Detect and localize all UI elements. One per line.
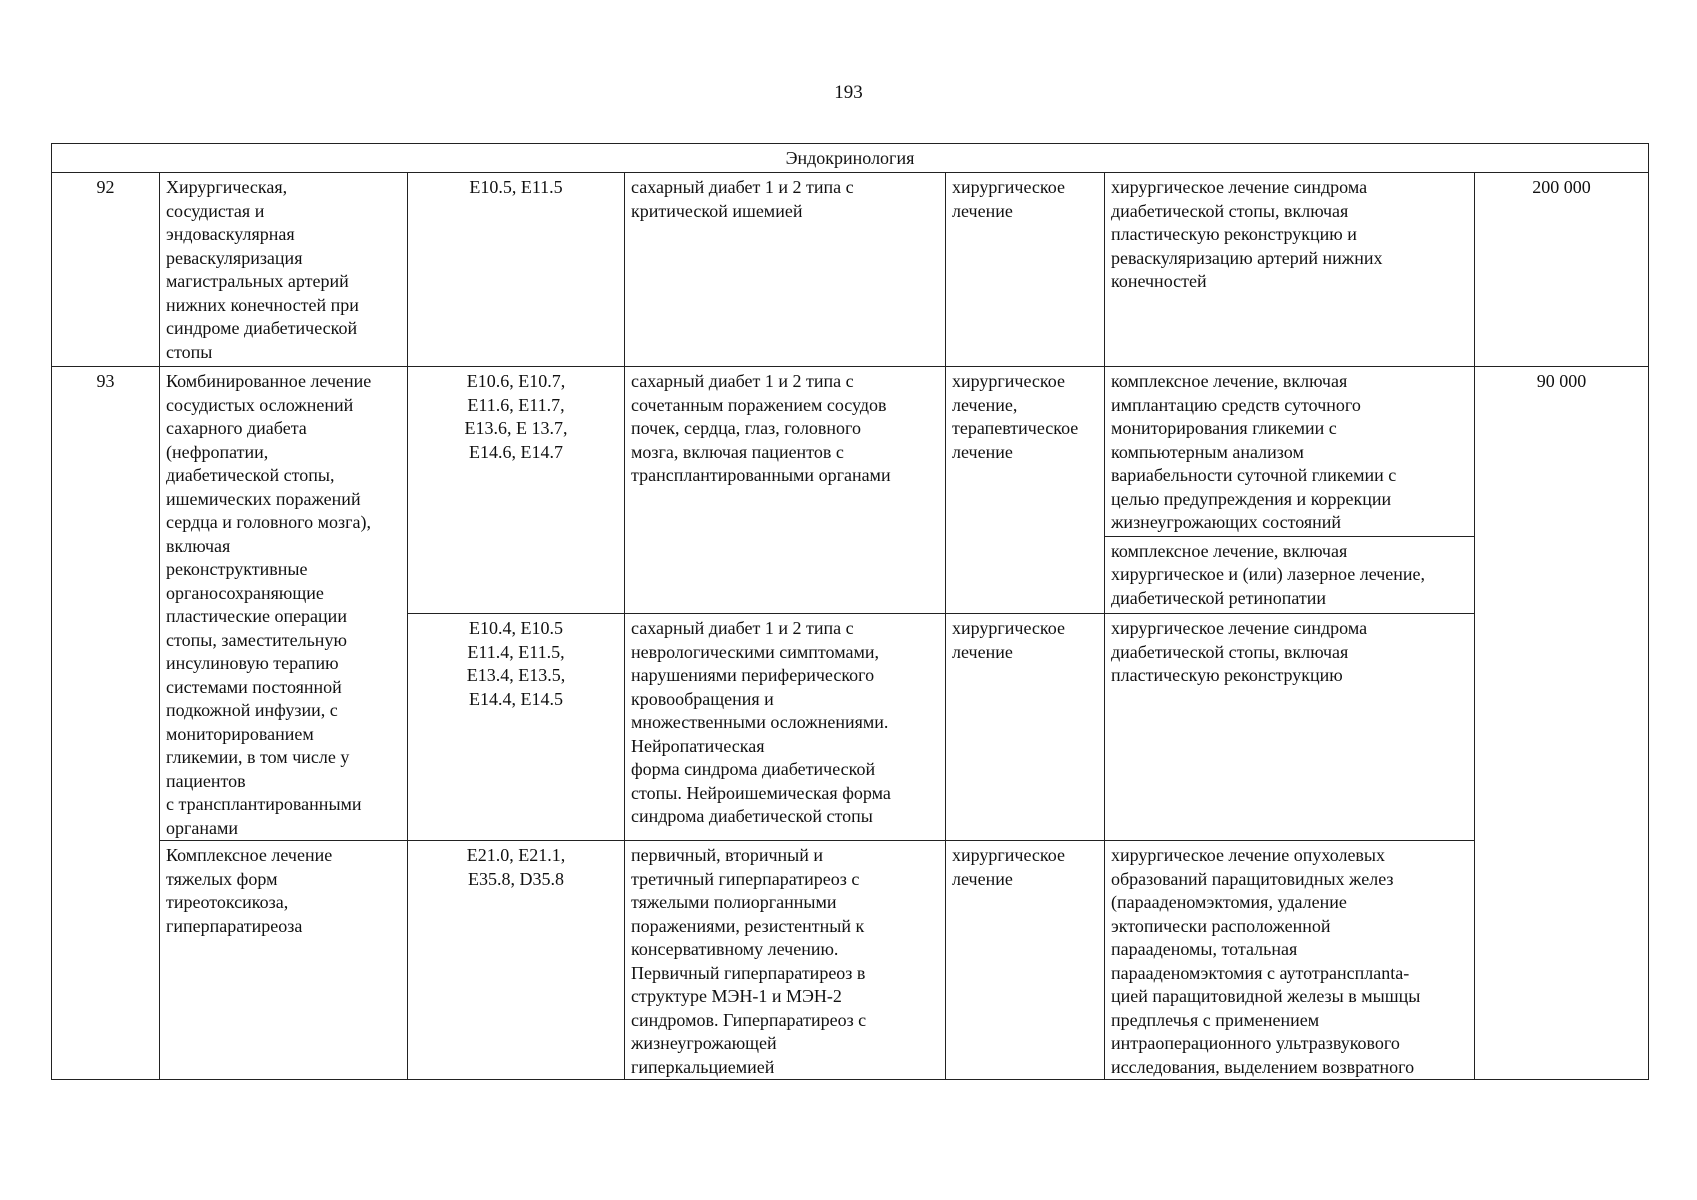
table-subrow (52, 841, 1649, 1080)
patient-model-cell: первичный, вторичный и третичный гиперпаратиреоз с тяжелыми полиорганными поражениями, резистентный к консервативному лечению. Первичный гиперпаратиреоз в структуре МЭН-1 и МЭН-2 синдромов. Гиперпаратиреоз с жизнеугрожающей гиперкальциемией (625, 841, 946, 1080)
section-header-row (52, 144, 1649, 173)
treatment-type-cell: хирургическое лечение (946, 173, 1105, 367)
procedure-name-cell: Комбинированное лечение сосудистых осложнений сахарного диабета (нефропатии, диабетической стопы, ишемических поражений сердца и головного мозга), включая реконструктивные органосохраняющие пластические операции стопы, заместительную инсулиновую терапию системами постоянной подкожной инфузии, с мониторированием гликемии, в том числе у пациентов с трансплантированными органами (160, 367, 408, 841)
treatment-type-cell: хирургическое лечение (946, 614, 1105, 841)
table-row-93 (52, 367, 1649, 537)
section-title: Эндокринология (52, 144, 1649, 173)
icd-codes-cell: E10.6, E10.7, E11.6, E11.7, E13.6, E 13.7, E14.6, E14.7 (408, 367, 625, 614)
treatment-method-cell: комплексное лечение, включая имплантацию средств суточного мониторирования гликемии с компьютерным анализом вариабельности суточной гликемии с целью предупреждения и коррекции жизнеугрожающих состояний (1105, 367, 1475, 537)
treatment-method-cell: комплексное лечение, включая хирургическое и (или) лазерное лечение, диабетической ретинопатии (1105, 536, 1475, 614)
icd-codes-cell: E10.5, E11.5 (408, 173, 625, 367)
table-row-92 (52, 173, 1649, 367)
row-number: 92 (52, 173, 160, 367)
treatment-method-cell: хирургическое лечение синдрома диабетической стопы, включая пластическую реконструкцию и реваскуляризацию артерий нижних конечностей (1105, 173, 1475, 367)
page-number: 193 (834, 82, 863, 103)
patient-model-cell: сахарный диабет 1 и 2 типа с неврологическими симптомами, нарушениями периферического кровообращения и множественными осложнениями. Нейропатическая форма синдрома диабетической стопы. Нейроишемическая форма синдрома диабетической стопы (625, 614, 946, 841)
patient-model-cell: сахарный диабет 1 и 2 типа с критической ишемией (625, 173, 946, 367)
procedure-name-cell: Хирургическая, сосудистая и эндоваскулярная реваскуляризация магистральных артерий нижних конечностей при синдроме диабетической стопы (160, 173, 408, 367)
row-number: 93 (52, 367, 160, 1080)
icd-codes-cell: E21.0, E21.1, E35.8, D35.8 (408, 841, 625, 1080)
procedure-name-cell: Комплексное лечение тяжелых форм тиреотоксикоза, гиперпаратиреоза (160, 841, 408, 1080)
icd-codes-cell: E10.4, E10.5 E11.4, E11.5, E13.4, E13.5, E14.4, E14.5 (408, 614, 625, 841)
treatment-method-cell: хирургическое лечение опухолевых образований паращитовидных желез (парааденомэктомия, удаление эктопически расположенной парааденомы, тотальная парааденомэктомия с аутотрансплanta- цией паращитовидной железы в мышцы предплечья с применением интраоперационного ультразвукового исследования, выделением возвратного (1105, 841, 1475, 1080)
cost-cell: 90 000 (1475, 367, 1649, 1080)
treatment-type-cell: хирургическое лечение (946, 841, 1105, 1080)
treatment-type-cell: хирургическое лечение, терапевтическое лечение (946, 367, 1105, 614)
treatment-method-cell: хирургическое лечение синдрома диабетической стопы, включая пластическую реконструкцию (1105, 614, 1475, 841)
patient-model-cell: сахарный диабет 1 и 2 типа с сочетанным поражением сосудов почек, сердца, глаз, головного мозга, включая пациентов с трансплантированными органами (625, 367, 946, 614)
procedures-table (51, 143, 1649, 1080)
cost-cell: 200 000 (1475, 173, 1649, 367)
